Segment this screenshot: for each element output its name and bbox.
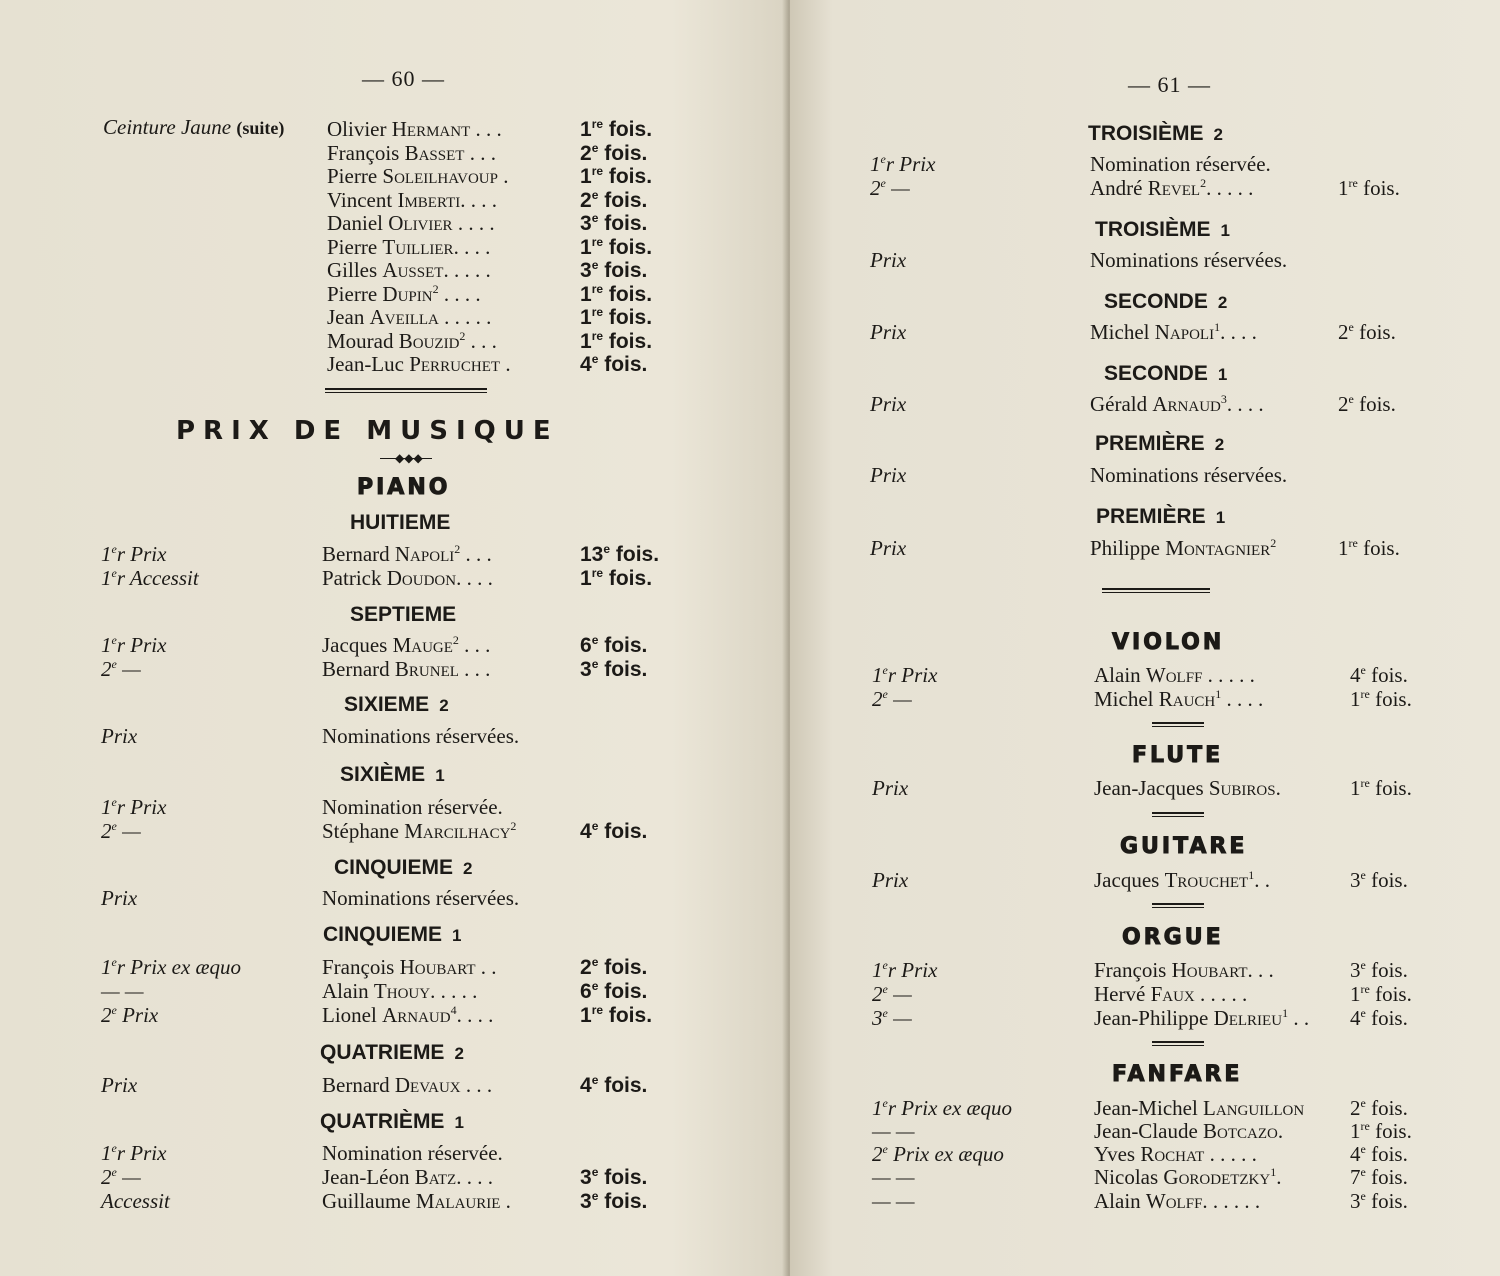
laureate-surname: Ausset [382,258,444,282]
instrument-flute: FLUTE [1132,743,1224,768]
times-count: 2e fois. [580,187,648,212]
class-heading: PREMIÈRE 1 [1096,505,1226,528]
class-division: 1 [1220,221,1230,240]
laureate-surname: Marcilhacy [404,819,511,843]
laureate-surname: Soleilhavoup [382,164,498,188]
times-count: 4e fois. [1350,663,1408,687]
laureate-name: Jean-Jacques Subiros. [1094,776,1281,800]
laureate-name: Pierre Dupin$^2$ . . . . [327,281,481,306]
award-label: 1er Prix [870,152,936,176]
award-label: Prix [101,886,138,910]
laureate-surname: Rauch [1158,687,1216,711]
class-division: 1 [1215,508,1226,527]
laureate-name: Jean-Claude Botcazo. [1094,1119,1284,1143]
award-label: Prix [870,248,907,272]
times-count: 2e fois. [1338,320,1396,344]
laureate-surname: Bouzid [398,328,460,353]
award-label: 2e Prix [101,1003,159,1027]
laureate-surname: Faux [1150,982,1195,1006]
instrument-orgue: ORGUE [1122,925,1224,950]
class-heading: CINQUIEME 2 [334,856,473,879]
class-division: 1 [452,926,462,945]
class-heading: SEPTIEME [350,603,457,626]
award-label: Prix [870,392,907,416]
laureate-name: François Houbart. . . [1094,958,1274,982]
laureate-name: Gilles Ausset. . . . . [327,258,491,282]
laureate-name: Patrick Doudon. . . . [322,566,493,590]
class-heading: PREMIÈRE 2 [1095,432,1225,455]
laureate-surname: Wolff [1145,1189,1203,1213]
award-label: 1er Prix [101,633,167,657]
times-count: 4e fois. [1350,1142,1408,1166]
section-rule [325,388,487,393]
laureate-name: Bernard Devaux . . . [322,1073,493,1097]
laureate-surname: Languillon [1203,1096,1305,1120]
award-label: 2e — [870,176,910,200]
class-heading: QUATRIEME 2 [320,1041,464,1064]
laureate-name: Nicolas Gorodetzky$^1$. [1094,1165,1282,1189]
laureate-surname: Trouchet [1164,868,1249,892]
nomination-note: Nomination réservée. [322,795,503,819]
class-division: 2 [1214,435,1225,454]
laureate-surname: Dupin [382,281,433,306]
laureate-surname: Brunel [394,657,459,681]
times-count: 3e fois. [580,258,648,282]
class-heading: SIXIEME 2 [344,693,449,716]
award-label: 2e — [101,1165,141,1189]
laureate-name: Lionel Arnaud$^4$. . . . [322,1003,494,1027]
times-count: 1re fois. [580,305,653,329]
times-count: 6e fois. [580,633,648,657]
nomination-note: Nomination réservée. [1090,152,1271,176]
laureate-name: Guillaume Malaurie . [322,1189,511,1213]
class-division: 2 [1217,293,1228,312]
award-label: — — [101,979,144,1003]
laureate-surname: Doudon [386,566,457,590]
times-count: 1re fois. [1338,536,1400,560]
award-label: — — [872,1189,915,1213]
times-count: 7e fois. [1350,1165,1408,1189]
laureate-surname: Mauge [392,633,453,657]
award-label: 2e — [101,819,141,843]
laureate-surname: Subiros [1208,776,1276,800]
laureate-name: Bernard Brunel . . . [322,657,491,681]
award-label: — — [872,1119,915,1143]
laureate-name: François Houbart . . [322,955,497,979]
instrument-violon: VIOLON [1112,630,1225,655]
laureate-surname: Botcazo [1203,1119,1278,1143]
instrument-rule [1152,722,1204,727]
right-page [790,0,1500,1276]
laureate-surname: Montagnier [1165,536,1271,560]
award-label: 2e Prix ex æquo [872,1142,1004,1166]
award-label: Prix [872,868,909,892]
award-label: 1er Prix [101,542,167,566]
class-heading: SIXIÈME 1 [340,763,445,786]
laureate-surname: Revel [1147,176,1201,200]
award-label: 1er Prix [101,1141,167,1165]
laureate-surname: Malaurie [415,1189,501,1213]
times-count: 3e fois. [1350,958,1408,982]
class-division: 2 [1213,125,1223,144]
instrument-rule [1152,1041,1204,1046]
class-division: 1 [454,1113,464,1132]
times-count: 1re fois. [580,1003,653,1027]
laureate-surname: Napoli [394,542,455,566]
times-count: 1re fois. [1350,982,1412,1006]
award-label: Prix [101,724,138,748]
laureate-name: Alain Wolff . . . . . [1094,663,1255,687]
instrument-fanfare: FANFARE [1112,1062,1243,1087]
laureate-name: Jacques Mauge$^2$ . . . [322,633,491,657]
times-count: 4e fois. [580,1073,648,1097]
laureate-surname: Napoli [1154,320,1215,344]
times-count: 2e fois. [580,140,648,165]
laureate-surname: Batz [414,1165,457,1189]
award-label: Prix [870,536,907,560]
laureate-surname: Aveilla [369,305,439,329]
times-count: 1re fois. [1350,1119,1412,1143]
section-rule [1102,588,1210,593]
award-label: 2e — [872,687,912,711]
page-number-right: — 61 — [1128,72,1211,97]
times-count: 4e fois. [580,819,648,843]
award-label: 1er Prix [872,663,938,687]
laureate-name: Yves Rochat . . . . . [1094,1142,1257,1166]
times-count: 1re fois. [1350,687,1412,711]
times-count: 6e fois. [580,979,648,1003]
laureate-surname: Wolff [1145,663,1203,687]
award-label: Prix [101,1073,138,1097]
award-label: Accessit [101,1189,170,1213]
award-label: 1er Accessit [101,566,199,590]
award-label: 2e — [872,982,912,1006]
class-heading: QUATRIÈME 1 [320,1110,464,1133]
class-heading: SECONDE 1 [1104,362,1228,385]
times-count: 1re fois. [580,328,653,353]
times-count: 4e fois. [1350,1006,1408,1030]
award-label: Prix [870,463,907,487]
laureate-name: Pierre Tuillier. . . . [327,234,491,259]
laureate-surname: Rochat [1140,1142,1205,1166]
laureate-surname: Arnaud [382,1003,451,1027]
laureate-surname: Houbart [399,955,476,979]
laureate-name: Jean-Philippe Delrieu$^1$ . . [1094,1006,1310,1030]
class-division: 2 [454,1044,464,1063]
times-count: 1re fois. [580,281,653,306]
award-label: 1er Prix [872,958,938,982]
times-count: 3e fois. [580,657,648,681]
laureate-name: Vincent Imberti. . . . [327,187,497,212]
class-division: 2 [439,696,449,715]
award-label: 1er Prix ex æquo [101,955,242,979]
laureate-name: Jean-Michel Languillon [1094,1096,1305,1120]
times-count: 3e fois. [580,1189,648,1213]
instrument-piano: PIANO [357,475,451,500]
times-count: 3e fois. [1350,1189,1408,1213]
class-division: 1 [435,766,445,785]
times-count: 1re fois. [1350,776,1412,800]
laureate-surname: Arnaud [1152,392,1221,416]
times-count: 2e fois. [1350,1096,1408,1120]
laureate-name: François Basset . . . [327,140,496,165]
times-count: 13e fois. [580,542,660,566]
laureate-name: Gérald Arnaud$^3$. . . . [1090,392,1264,416]
class-division: 2 [463,859,473,878]
laureate-name: André Revel$^2$. . . . . [1090,176,1254,200]
laureate-name: Philippe Montagnier$^2$ [1090,536,1277,560]
laureate-name: Daniel Olivier . . . . [327,211,495,235]
award-label: 3e — [872,1006,912,1030]
laureate-surname: Houbart [1171,958,1248,982]
times-count: 3e fois. [1350,868,1408,892]
laureate-name: Alain Wolff. . . . . . [1094,1189,1261,1213]
laureate-name: Pierre Soleilhavoup . [327,164,509,188]
laureate-surname: Delrieu [1213,1006,1283,1030]
instrument-guitare: GUITARE [1120,834,1248,859]
laureate-name: Alain Thouy. . . . . [322,979,478,1003]
times-count: 1re fois. [1338,176,1400,200]
times-count: 3e fois. [580,1165,648,1189]
laureate-surname: Gorodetzky [1163,1165,1271,1189]
nomination-note: Nomination réservée. [322,1141,503,1165]
instrument-rule [1152,812,1204,817]
suite-note: (suite) [236,118,285,138]
class-heading: TROISIÈME 2 [1088,122,1223,145]
times-count: 1re fois. [580,566,653,590]
class-heading: TROISIÈME 1 [1095,218,1230,241]
class-heading: CINQUIEME 1 [323,923,462,946]
page-number-left: — 60 — [362,66,445,91]
times-count: 4e fois. [580,352,648,376]
award-label: Prix [872,776,909,800]
laureate-name: Hervé Faux . . . . . [1094,982,1248,1006]
laureate-surname: Basset [404,140,465,165]
laureate-name: Mourad Bouzid$^2$ . . . [327,328,497,353]
nomination-note: Nominations réservées. [322,886,520,910]
award-label: — — [872,1165,915,1189]
award-label: 1er Prix ex æquo [872,1096,1013,1120]
times-count: 1re fois. [580,164,653,188]
laureate-surname: Imberti [397,187,461,212]
laureate-surname: Devaux [394,1073,461,1097]
nomination-note: Nominations réservées. [322,724,520,748]
class-division: 1 [1217,365,1228,384]
title-ornament: ◆◆◆ [395,451,423,465]
laureate-name: Jean-Luc Perruchet . [327,352,511,376]
times-count: 2e fois. [580,955,648,979]
laureate-name: Jacques Trouchet$^1$. . [1094,868,1270,892]
ceinture-label: Ceinture Jaune (suite) [103,115,285,139]
laureate-name: Jean-Léon Batz. . . . [322,1165,493,1189]
laureate-name: Stéphane Marcilhacy$^2$ [322,819,517,843]
award-label: Prix [870,320,907,344]
laureate-surname: Tuillier [382,234,454,259]
times-count: 2e fois. [1338,392,1396,416]
laureate-name: Michel Napoli$^1$. . . . [1090,320,1257,344]
laureate-name: Jean Aveilla . . . . . [327,305,492,329]
laureate-name: Bernard Napoli$^2$ . . . [322,542,492,566]
award-label: 2e — [101,657,141,681]
class-heading: HUITIEME [350,511,451,534]
times-count: 3e fois. [580,211,648,235]
laureate-surname: Hermant [391,117,471,141]
laureate-surname: Perruchet [409,352,501,376]
nomination-note: Nominations réservées. [1090,248,1288,272]
award-label: 1er Prix [101,795,167,819]
laureate-surname: Thouy [373,979,431,1003]
prix-de-musique-title: PRIX DE MUSIQUE [176,416,559,446]
nomination-note: Nominations réservées. [1090,463,1288,487]
class-heading: SECONDE 2 [1104,290,1228,313]
laureate-name: Olivier Hermant . . . [327,117,502,141]
times-count: 1re fois. [580,117,653,141]
instrument-rule [1152,903,1204,908]
laureate-surname: Olivier [388,211,453,235]
laureate-name: Michel Rauch$^1$ . . . . [1094,687,1264,711]
times-count: 1re fois. [580,234,653,259]
